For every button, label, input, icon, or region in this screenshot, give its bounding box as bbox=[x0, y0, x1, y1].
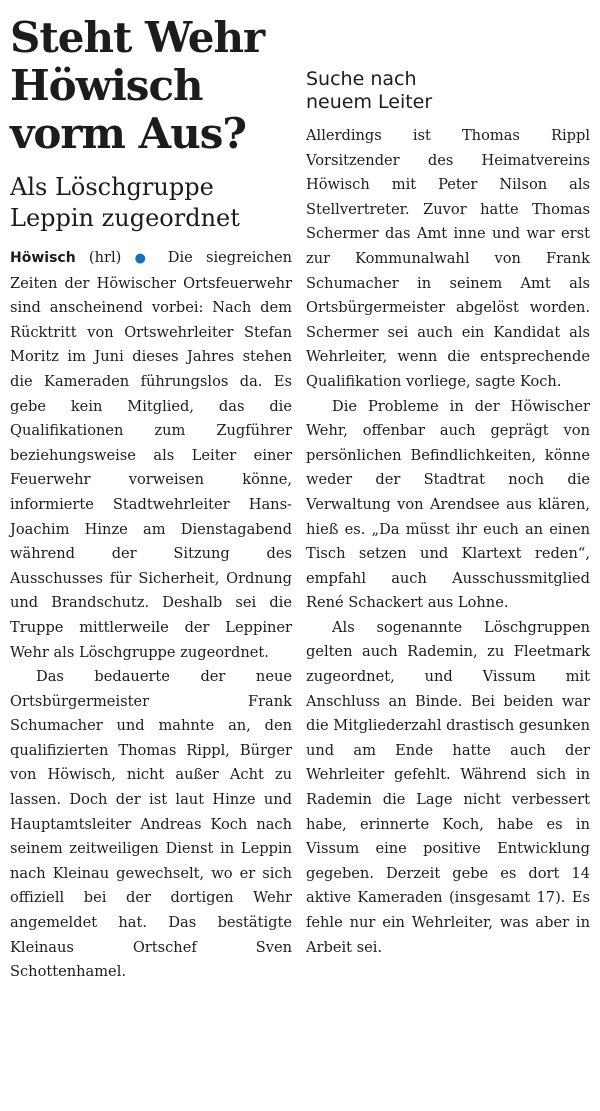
paragraph-3: Allerdings ist Thomas Rippl Vorsitzender des Heimatvereins Höwisch mit Peter Nilson als Stellvertreter. Zuvor hatte Thomas Schermer das Amt inne und war erst zur Kommunalwahl von Frank Schumacher in seinem Amt als Ortsbürgermeister abgelöst worden. Schermer sei auch ein Kandidat als Wehrleiter, wenn die entsprechende Qualifikation vorliege, sagte Koch. bbox=[306, 127, 590, 390]
paragraph-4: Die Probleme in der Höwischer Wehr, offenbar auch geprägt von persönlichen Befindlichkeiten, könne weder der Stadtrat noch die Verwaltung von Arendsee aus klären, hieß es. „Da müsst ihr euch an einen Tisch setzen und Klartext reden“, empfahl auch Ausschussmitglied René Schackert aus Lohne. bbox=[306, 397, 590, 612]
section-heading bbox=[306, 68, 590, 114]
subheadline-line-1: Als Löschgruppe bbox=[10, 173, 214, 201]
paragraph-5: Als sogenannte Löschgruppen gelten auch Rademin, zu Fleetmark zugeordnet, und Vissum mit Anschluss an Binde. Bei beiden war die Mitgliederzahl drastisch gesunken und am Ende hatte auch der Wehrleiter gefehlt. Während sich in Rademin die Lage nicht verbessert habe, erinnerte Koch, habe es in Vissum eine positive Entwicklung gegeben. Derzeit gebe es dort 14 aktive Kameraden (insgesamt 17). Es fehle nur ein Wehrleiter, was aber in Arbeit sei. bbox=[306, 618, 591, 956]
headline-line-2: Höwisch bbox=[10, 61, 203, 110]
headline-line-3: vorm Aus? bbox=[10, 109, 246, 158]
paragraph-1 bbox=[10, 246, 292, 665]
paragraph-2: Das bedauerte der neue Ortsbürgermeister Frank Schumacher und mahnte an, den qualifizierten Thomas Rippl, Bürger von Höwisch, nicht außer Acht zu lassen. Doch der ist laut Hinze und Hauptamtsleiter Andreas Koch nach seinem zeitweiligen Dienst in Leppin nach Kleinau gewechselt, wo er sich offiziell bei der dortigen Wehr angemeldet hat. Das bestätigte Kleinaus Ortschef Sven Schottenhamel. bbox=[10, 668, 292, 981]
subheadline-line-2: Leppin zugeordnet bbox=[10, 204, 240, 232]
subheadline bbox=[10, 172, 292, 234]
dateline-place: Höwisch bbox=[10, 250, 76, 266]
bullet-icon: ● bbox=[134, 251, 155, 266]
section-heading-line-1: Suche nach bbox=[306, 68, 417, 90]
paragraph-1-text: Die siegreichen Zeiten der Höwischer Ortsfeuerwehr sind anscheinend vorbei: Nach dem Rücktritt von Ortswehrleiter Stefan Moritz im Juni dieses Jahres stehen die Kameraden führungslos da. Es gebe kein Mitglied, das die Qualifikationen zum Zugführer beziehungsweise als Leiter einer Feuerwehr vorweisen könne, informierte Stadtwehrleiter Hans-Joachim Hinze am Dienstagabend während der Sitzung des Ausschusses für Sicherheit, Ordnung und Brandschutz. Deshalb sei die Truppe mittlerweile der Leppiner Wehr als Löschgruppe zugeordnet. bbox=[10, 249, 293, 661]
left-column bbox=[10, 0, 292, 985]
dateline-author: (hrl) bbox=[75, 249, 122, 266]
headline bbox=[10, 14, 292, 158]
headline-line-1: Steht Wehr bbox=[10, 13, 265, 62]
right-column bbox=[306, 0, 590, 960]
section-heading-line-2: neuem Leiter bbox=[306, 91, 433, 113]
